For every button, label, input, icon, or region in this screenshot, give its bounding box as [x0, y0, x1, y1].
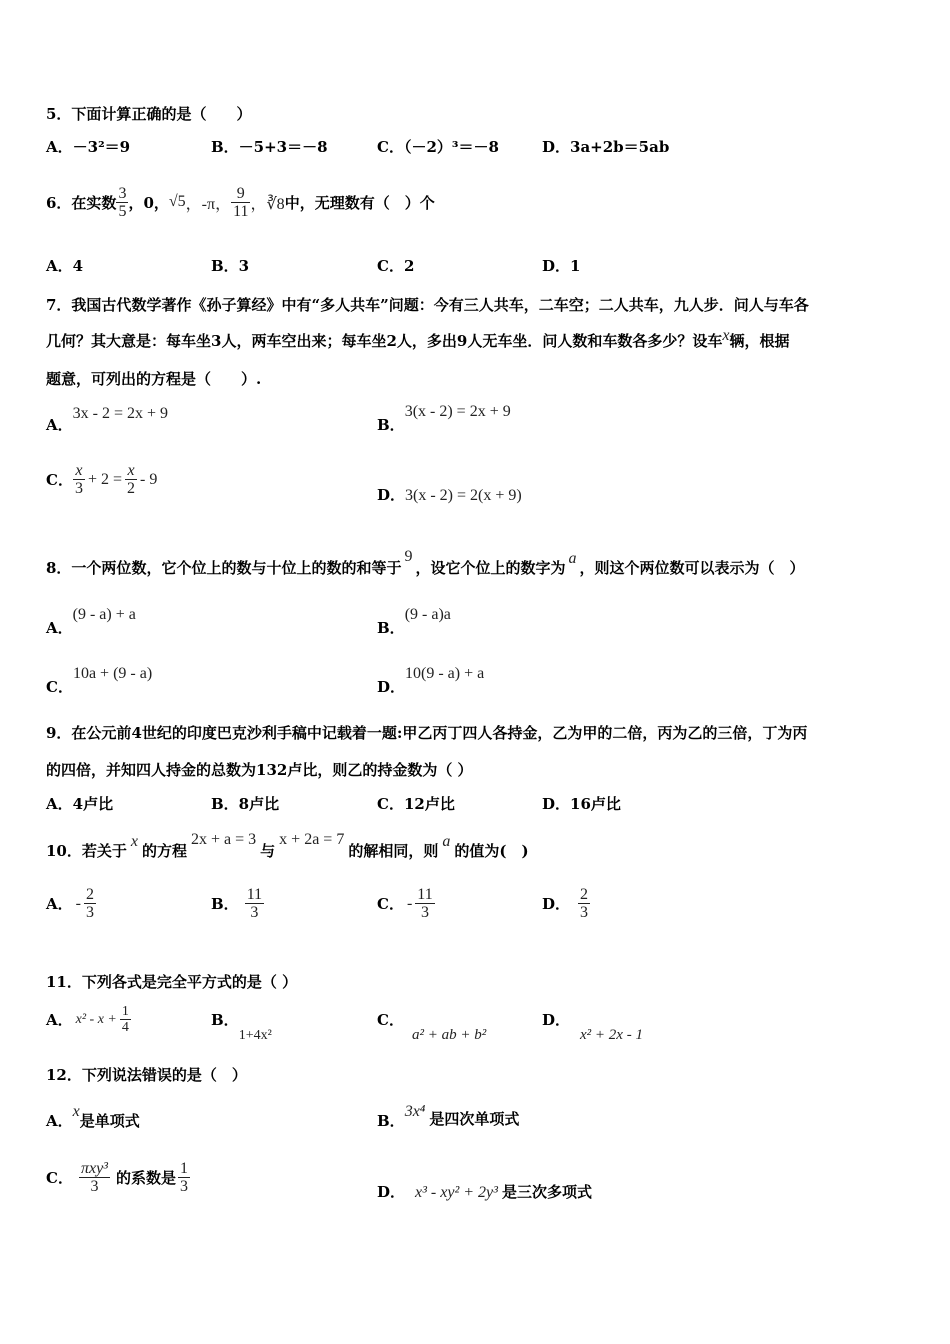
q6-option-b: B．3	[211, 257, 250, 275]
q7-line1: 7．我国古代数学著作《孙子算经》中有“多人共车”问题：今有三人共车，二车空；二人共车，九人步．问人与车各	[46, 296, 809, 314]
q5-option-c: C．（－2）³＝－8	[377, 138, 499, 156]
q10-option-b: B． $\frac{11}{3}$	[211, 886, 263, 921]
q6-option-a: A．4	[46, 257, 84, 275]
q9-option-c: C．12卢比	[377, 795, 455, 813]
q10-option-d: D． $\frac{2}{3}$	[542, 886, 589, 921]
q7-var-x: x	[722, 327, 730, 344]
q6-sqrt5: √5	[168, 193, 186, 210]
q5-option-d: D．3a+2b＝5ab	[542, 138, 670, 156]
q6-prefix: 6．在实数	[46, 193, 117, 212]
q7-option-b: B．3(x - 2) = 2x + 9	[377, 403, 511, 434]
q9-option-a: A．4卢比	[46, 795, 114, 813]
q10-option-a: A． - $\frac{2}{3}$	[46, 886, 94, 921]
q7-c-frac1: $\frac{x}{3}$	[74, 462, 83, 497]
q8-option-a: A．(9 - a) + a	[46, 606, 136, 637]
q9-line1: 9．在公元前4世纪的印度巴克沙利手稿中记载着一题:甲乙丙丁四人各持金，乙为甲的二倍，丙为乙的三倍，丁为丙	[46, 724, 808, 742]
q11-stem: 11．下列各式是完全平方式的是（ ）	[46, 973, 298, 991]
q9-option-b: B．8卢比	[211, 795, 280, 813]
q7-c-frac2: $\frac{x}{2}$	[127, 462, 135, 497]
q8-stem: 8．一个两位数，它个位上的数与十位上的数的和等于9，设它个位上的数字为a，则这个两位数可以表示为（ ）	[46, 548, 805, 577]
q5-option-b: B．－5+3＝－8	[211, 138, 328, 156]
q6-option-d: D．1	[542, 257, 581, 275]
q5-option-a: A．－3²＝9	[46, 138, 131, 156]
q6-stem	[46, 172, 435, 232]
q8-option-b: B．(9 - a)a	[377, 606, 451, 637]
q6-option-c: C．2	[377, 257, 415, 275]
q5-stem: 5．下面计算正确的是（ ）	[46, 105, 252, 123]
q12-option-c: C． $\frac{\text{πxy³}}{3}$ 的系数是 $\frac{1}{3}$	[46, 1160, 188, 1195]
q9-line2: 的四倍，并知四人持金的总数为132卢比，则乙的持金数为（ ）	[46, 761, 473, 779]
q11-option-b: B．1+4x²	[211, 1011, 272, 1043]
q11-option-c: C．a² + ab + b²	[377, 1011, 487, 1043]
q8-option-d: D．10(9 - a) + a	[377, 665, 485, 696]
q8-option-c: C．10a + (9 - a)	[46, 665, 153, 696]
q6-cbrt8: ，∛8	[250, 195, 285, 213]
q6-neg-pi: ，-π，	[185, 195, 232, 213]
q6-fraction-9-11: $\frac{9}{11}$	[233, 184, 249, 220]
q7-option-d: D．3(x - 2) = 2(x + 9)	[377, 486, 522, 504]
q6-sep: ，0，	[128, 193, 169, 212]
q11-option-a: A． x² - x + $\frac{1}{4}$	[46, 1004, 129, 1035]
q7-line2: 几何？其大意是：每车坐3人，两车空出来；每车坐2人，多出9人无车坐．问人数和车数各多少？设车x辆，根据	[46, 327, 790, 350]
q12-option-a: A．x是单项式	[46, 1103, 140, 1130]
q9-option-d: D．16卢比	[542, 795, 621, 813]
q12-option-b: B．3x⁴ 是四次单项式	[377, 1103, 520, 1130]
q6-fraction-3-5: $\frac{3}{5}$	[118, 184, 127, 220]
q7-option-a: A．3x - 2 = 2x + 9	[46, 405, 169, 434]
q10-stem: 10．若关于x的方程2x + a = 3与x + 2a = 7的解相同，则a的值为( )	[46, 831, 529, 860]
q6-suffix: 中，无理数有（ ）个	[284, 193, 435, 212]
q10-option-c: C． - $\frac{11}{3}$	[377, 886, 433, 921]
q12-stem: 12．下列说法错误的是（ ）	[46, 1066, 247, 1084]
q7-option-c: C． $\frac{x}{3}$ + 2 = $\frac{x}{2}$ - 9	[46, 462, 158, 497]
q11-option-d: D．x² + 2x - 1	[542, 1011, 643, 1043]
q12-option-d: D． x³ - xy² + 2y³ 是三次多项式	[377, 1183, 592, 1201]
q7-line3: 题意，可列出的方程是（ ）.	[46, 370, 262, 388]
